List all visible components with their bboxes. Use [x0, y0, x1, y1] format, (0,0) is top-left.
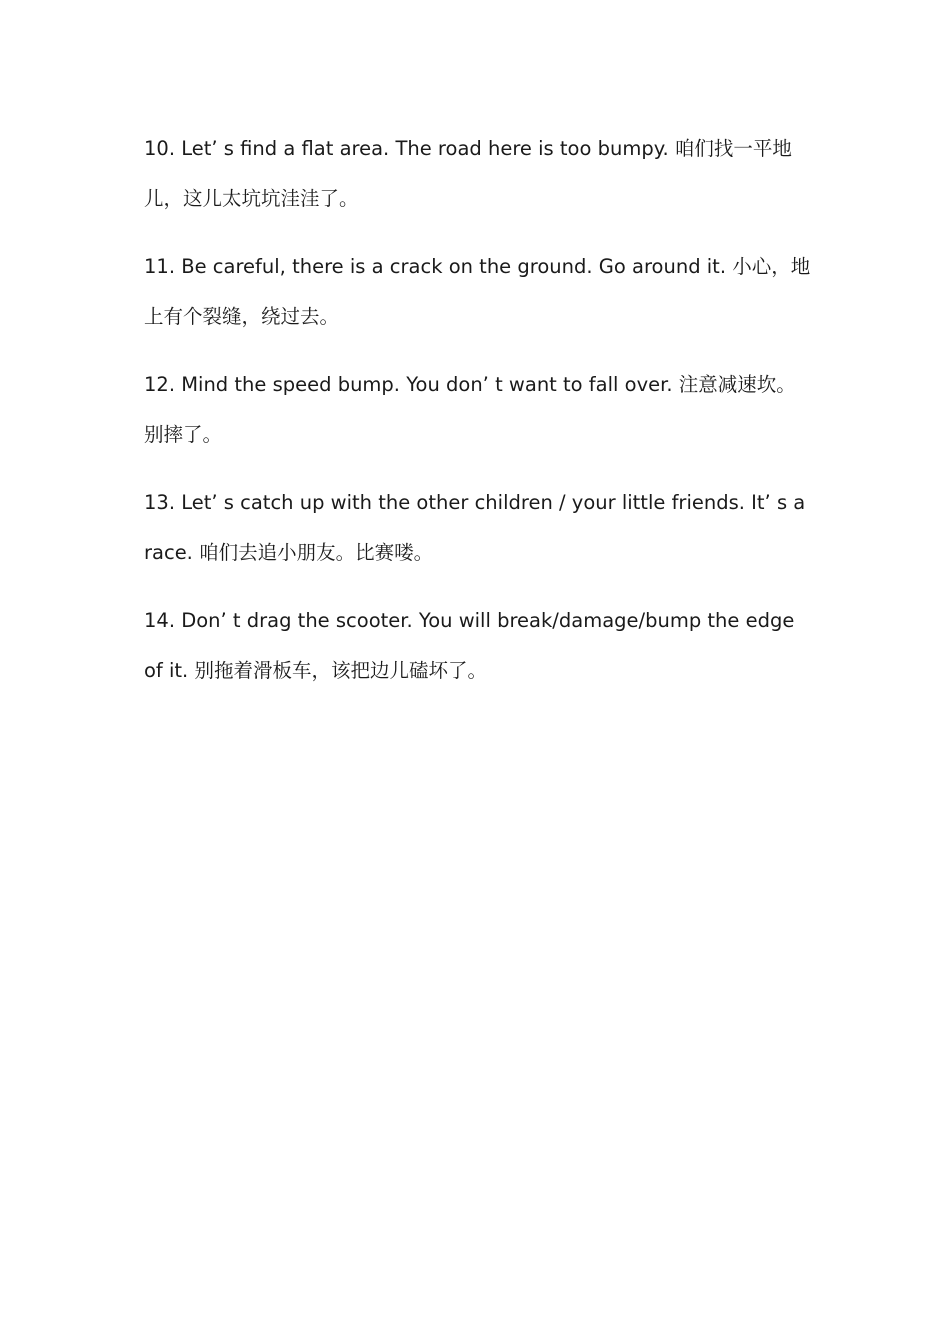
- phrase-item-12: 12. Mind the speed bump. You don’ t want to fall over. 注意减速坎。别摔了。: [144, 373, 796, 446]
- phrase-item-10: 10. Let’ s find a flat area. The road here is too bumpy. 咱们找一平地儿，这儿太坑坑洼洼了。: [144, 137, 792, 210]
- phrase-list: [144, 124, 812, 714]
- phrase-item-14: 14. Don’ t drag the scooter. You will break/damage/bump the edge of it. 别拖着滑板车，该把边儿磕坏了。: [144, 609, 795, 682]
- phrase-item-13: 13. Let’ s catch up with the other children / your little friends. It’ s a race. 咱们去追小朋友。比赛喽。: [144, 491, 806, 564]
- phrase-item-11: 11. Be careful, there is a crack on the ground. Go around it. 小心，地上有个裂缝，绕过去。: [144, 255, 811, 328]
